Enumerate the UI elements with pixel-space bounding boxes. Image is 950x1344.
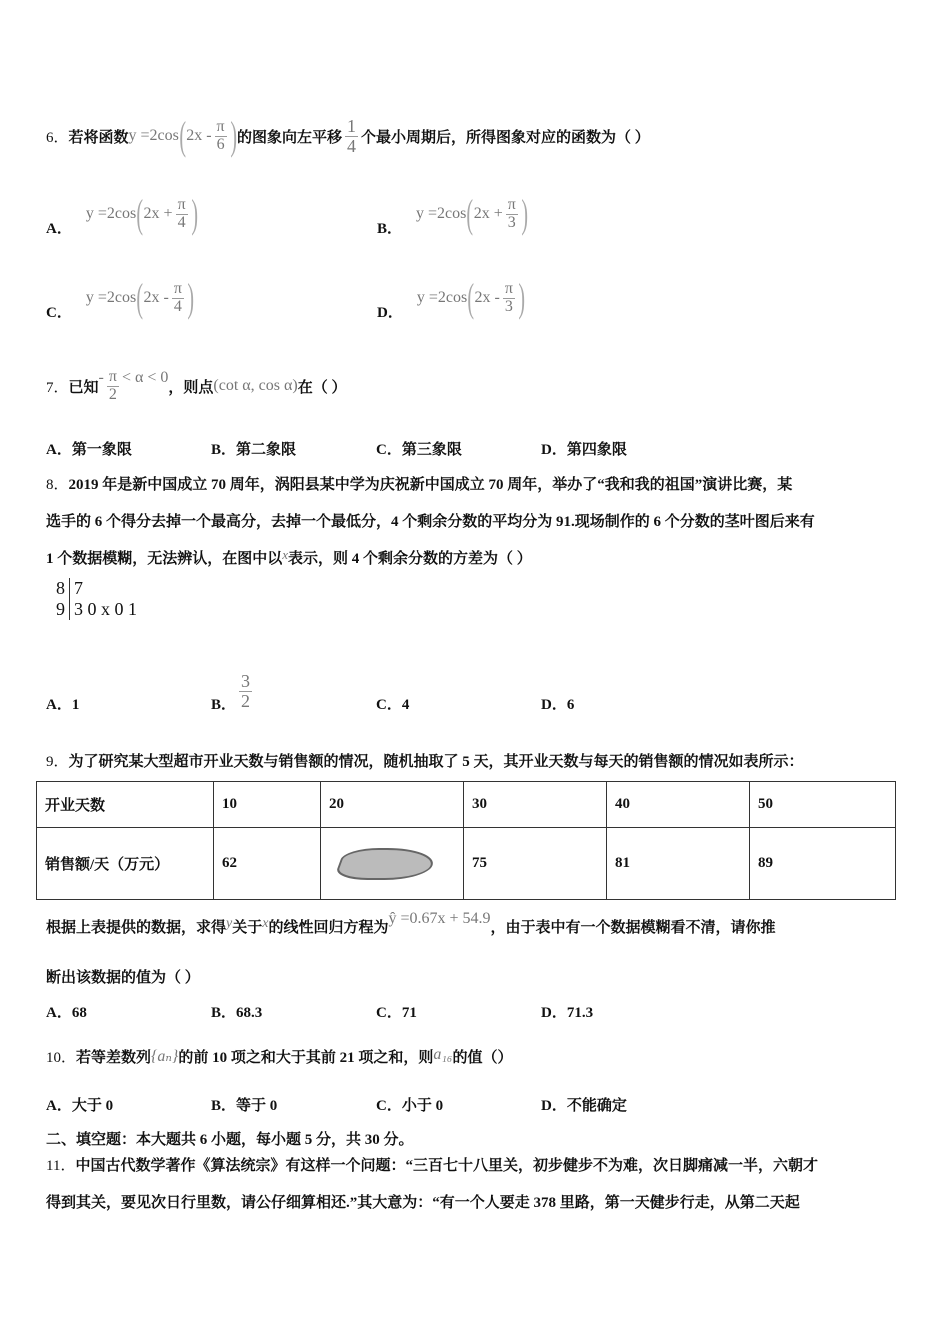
sales-table	[36, 781, 896, 900]
text: 断出该数据的值为（ ）	[46, 970, 200, 986]
text: 的线性回归方程为	[268, 920, 389, 936]
question-number: 9．	[46, 754, 69, 770]
table-cell: 开业天数	[37, 782, 214, 828]
table-cell: 50	[750, 782, 896, 828]
text: 已知	[68, 379, 99, 396]
question-11-line1	[46, 1154, 818, 1175]
numerator: π	[108, 367, 117, 385]
formula-text: y =2cos	[416, 289, 468, 306]
point-formula: (cot α, cos α)	[213, 377, 298, 394]
option-a[interactable]	[46, 186, 198, 242]
question-11-line2	[46, 1191, 800, 1212]
numerator: π	[216, 117, 225, 135]
variable: x	[282, 547, 289, 562]
question-number: 6．	[46, 129, 69, 146]
question-7-options	[46, 438, 627, 459]
text: ，由于表中有一个数据模糊看不清，请你推	[490, 920, 776, 936]
option-a[interactable]: A．1	[46, 697, 80, 713]
text: 中国古代数学著作《算法统宗》有这样一个问题：“三百七十八里关，初步健步不为难，次日脚痛减一半，六朝才	[75, 1158, 818, 1174]
question-9-line2	[46, 910, 776, 937]
option-a[interactable]: A．68	[46, 1005, 87, 1021]
text: 选手的 6 个得分去掉一个最高分，去掉一个最低分，4 个剩余分数的平均分为 91.现场制作的 6 个分数的茎叶图后来有	[46, 514, 815, 530]
leaves: 3 0 x 0 1	[74, 599, 137, 619]
numerator: π	[504, 279, 513, 297]
question-number: 7．	[46, 379, 69, 396]
denominator: 4	[346, 135, 356, 156]
text: 的前 10 项之和大于其前 21 项之和，则	[178, 1050, 434, 1066]
option-c[interactable]: C．小于 0	[376, 1098, 444, 1114]
denominator: 4	[173, 297, 182, 315]
question-7-stem	[46, 356, 346, 416]
option-label: B．	[377, 221, 403, 237]
table-row	[37, 828, 896, 900]
text: 二、填空题：本大题共 6 小题，每小题 5 分，共 30 分。	[46, 1132, 414, 1148]
text: 1 个数据模糊，无法辨认，在图中以	[46, 551, 283, 567]
formula: y =2cos ( 2x + $\frac{\pi}{3}$ )	[416, 191, 528, 236]
option-c[interactable]: C．4	[376, 697, 410, 713]
text: 个最小周期后，所得图象对应的函数为（ ）	[360, 129, 650, 146]
option-b[interactable]: B． 3 2	[211, 671, 251, 713]
table-cell: 销售额/天（万元）	[37, 828, 214, 900]
formula-text: 2x +	[143, 205, 173, 222]
formula-text: y =2cos	[85, 289, 137, 306]
numerator: π	[507, 195, 516, 213]
option-label: C．	[46, 305, 72, 321]
option-c[interactable]: C．71	[376, 1005, 417, 1021]
leaves: 7	[74, 578, 83, 598]
formula-text: 2x +	[473, 205, 503, 222]
numerator: π	[173, 279, 182, 297]
sequence-symbol: {aₙ}	[151, 1048, 179, 1065]
question-8-options	[46, 664, 574, 714]
question-9-line1	[46, 750, 804, 771]
table-cell: 40	[607, 782, 750, 828]
smudge-image	[333, 848, 439, 880]
numerator: 1	[346, 115, 356, 136]
option-c[interactable]	[46, 270, 194, 326]
regression-equation: ŷ =0.67x + 54.9	[388, 910, 491, 927]
variable: y	[226, 916, 233, 931]
table-cell: 30	[464, 782, 607, 828]
text: 得到其关，要见次日行里数，请公仔细算相还.”其大意为：“有一个人要走 378 里路，第一天健步行走，从第二天起	[46, 1195, 800, 1211]
term-symbol: a₁₆	[433, 1046, 453, 1063]
stem: 8	[52, 578, 70, 599]
formula-text: 2x -	[474, 289, 500, 306]
denominator: 3	[504, 297, 513, 315]
section-heading	[46, 1128, 414, 1149]
text: ，则点	[168, 379, 214, 396]
table-row	[37, 782, 896, 828]
text: 若将函数	[68, 129, 129, 146]
question-10-stem	[46, 1046, 512, 1067]
option-c[interactable]: C．第三象限	[376, 442, 462, 458]
denominator: 4	[177, 213, 186, 231]
formula: y =2cos ( 2x + $\frac{\pi}{4}$ )	[85, 191, 198, 236]
question-8-line1	[46, 473, 792, 494]
option-b[interactable]: B．等于 0	[211, 1098, 278, 1114]
text: 根据上表提供的数据，求得	[46, 920, 227, 936]
text: 若等差数列	[76, 1050, 152, 1066]
text: 的值（）	[452, 1050, 513, 1066]
text: 2019 年是新中国成立 70 周年，涡阳县某中学为庆祝新中国成立 70 周年，举办了“我和我的祖国”演讲比赛，某	[68, 477, 793, 493]
condition-formula	[99, 369, 169, 404]
formula-text: 2x -	[186, 127, 212, 144]
numerator: π	[177, 195, 186, 213]
denominator: 6	[216, 135, 225, 153]
blurred-cell	[321, 828, 464, 900]
question-number: 11．	[46, 1158, 76, 1174]
formula: y =2cos ( 2x - $\frac{\pi}{4}$ )	[85, 275, 194, 320]
option-b[interactable]: B．第二象限	[211, 442, 297, 458]
question-number: 10．	[46, 1050, 77, 1066]
text: 为了研究某大型超市开业天数与销售额的情况，随机抽取了 5 天，其开业天数与每天的销售额的情况如表所示：	[68, 754, 804, 770]
option-d[interactable]	[377, 270, 525, 326]
formula-text: y =2cos	[85, 205, 137, 222]
question-6-stem	[46, 104, 650, 168]
option-a[interactable]: A．第一象限	[46, 442, 132, 458]
option-a[interactable]: A．大于 0	[46, 1098, 114, 1114]
stem: 9	[52, 599, 70, 620]
denominator: 3	[507, 213, 516, 231]
text: 表示，则 4 个剩余分数的方差为（ ）	[288, 551, 532, 567]
question-9-options	[46, 1001, 593, 1022]
formula-text: y =2cos	[416, 205, 467, 222]
option-d[interactable]: D．71.3	[541, 1005, 594, 1021]
option-label: D．	[377, 305, 403, 321]
formula-text: -	[98, 368, 104, 386]
option-b[interactable]	[377, 186, 528, 242]
formula: y =2cos ( 2x - $\frac{\pi}{3}$ )	[416, 275, 525, 320]
option-d[interactable]: D．第四象限	[541, 442, 627, 458]
formula-text: y =2cos	[128, 127, 179, 144]
text: 关于	[232, 920, 263, 936]
variable: x	[262, 916, 269, 931]
table-cell: 62	[214, 828, 321, 900]
table-cell: 10	[214, 782, 321, 828]
table-cell: 81	[607, 828, 750, 900]
formula-text: 2x -	[143, 289, 169, 306]
formula: y =2cos ( 2x - $\frac{\pi}{6}$ )	[128, 113, 237, 158]
question-8-line2	[46, 510, 815, 531]
option-label: A．	[46, 221, 72, 237]
question-9-line3	[46, 966, 200, 987]
option-b[interactable]: B．68.3	[211, 1005, 263, 1021]
option-d[interactable]: D．6	[541, 697, 575, 713]
question-number: 8．	[46, 477, 69, 493]
stem-leaf-plot	[52, 578, 141, 620]
text: 在（ ）	[297, 379, 347, 396]
denominator: 2	[108, 385, 117, 403]
table-cell: 75	[464, 828, 607, 900]
question-8-line3	[46, 547, 532, 568]
table-cell: 20	[321, 782, 464, 828]
formula-text: < α < 0	[121, 368, 169, 386]
table-cell: 89	[750, 828, 896, 900]
text: 的图象向左平移	[236, 129, 342, 146]
option-d[interactable]: D．不能确定	[541, 1098, 627, 1114]
question-10-options	[46, 1094, 627, 1115]
